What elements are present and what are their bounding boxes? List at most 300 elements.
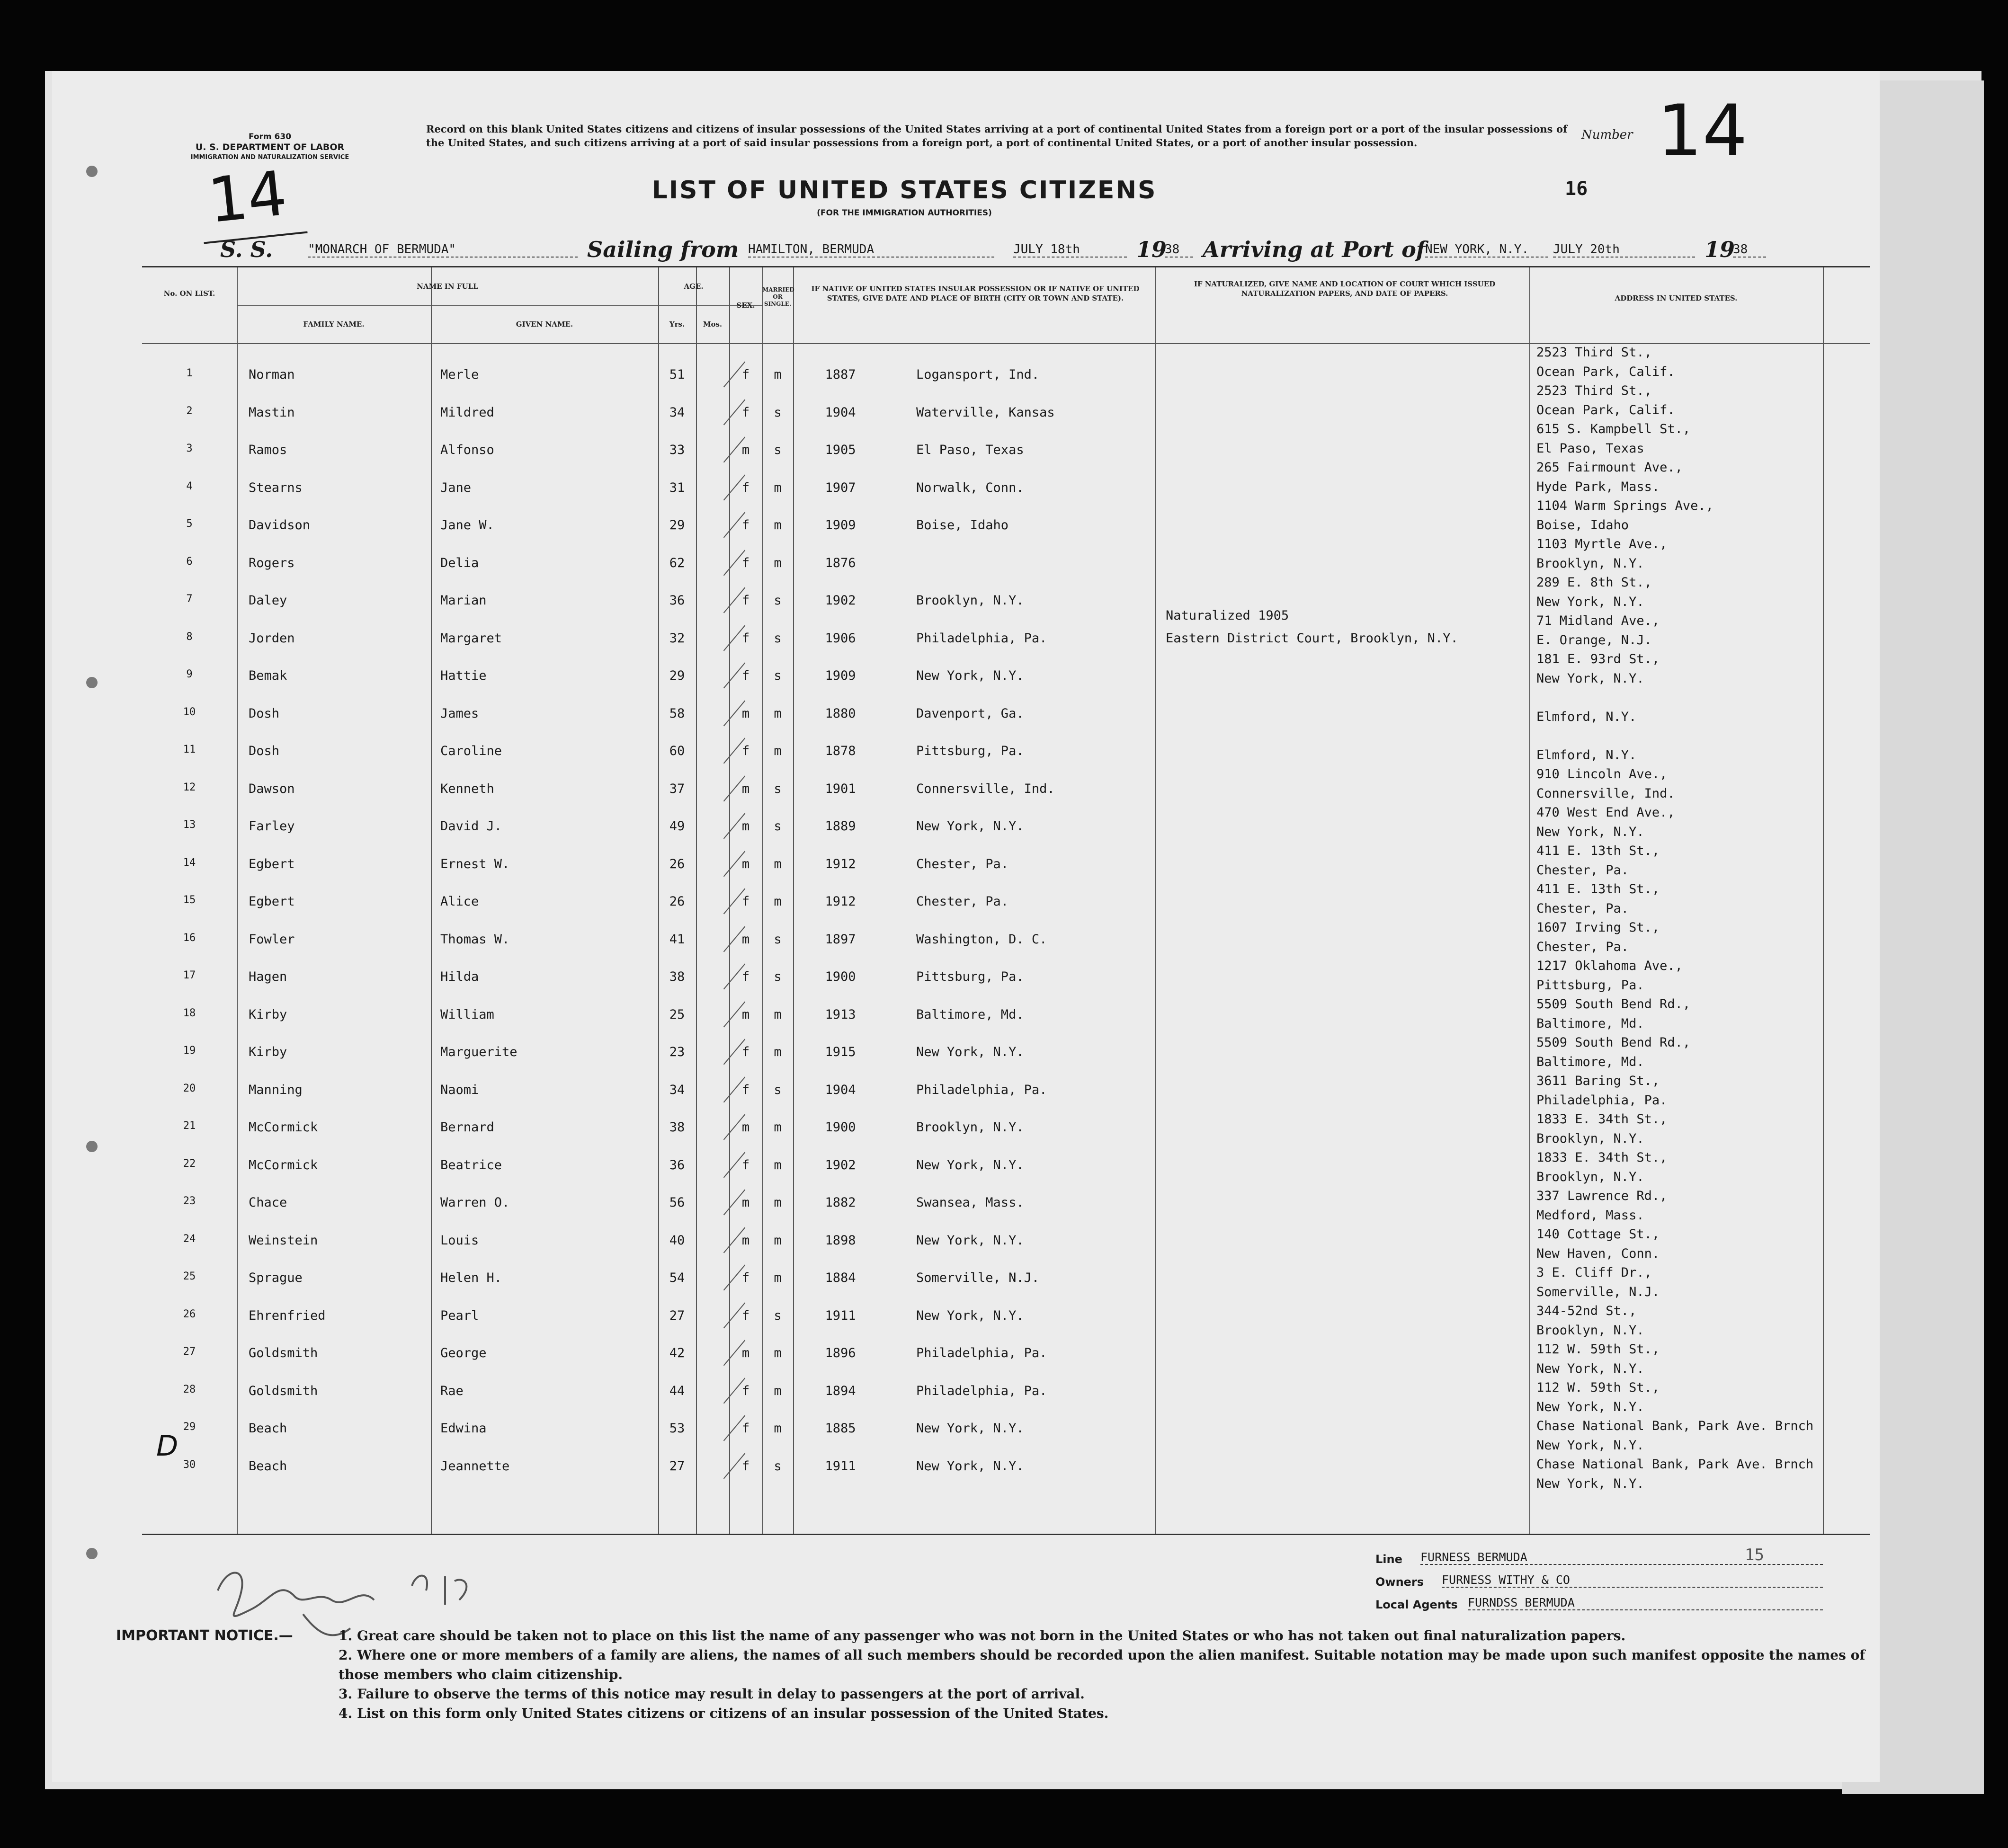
arrival-year-prefix: 19 — [1705, 237, 1735, 262]
cell-given: Kenneth — [440, 781, 494, 796]
cell-sex: f — [741, 1421, 750, 1436]
cell-family: Hagen — [249, 969, 287, 984]
cell-ms: m — [774, 1233, 782, 1248]
margin-mark: D — [156, 1430, 178, 1463]
address-line: 289 E. 8th St., — [1536, 575, 1652, 590]
sailing-year-prefix: 19 — [1136, 237, 1167, 262]
cell-given: Marian — [440, 593, 487, 608]
cell-ms: m — [774, 856, 782, 871]
punch-hole — [86, 1548, 98, 1559]
cell-ms: m — [774, 1157, 782, 1173]
cell-family: Sprague — [249, 1270, 303, 1285]
cell-year: 1907 — [825, 480, 856, 495]
cell-place: Washington, D. C. — [916, 932, 1047, 947]
address-line: 1104 Warm Springs Ave., — [1536, 498, 1713, 513]
cell-sex: m — [741, 781, 750, 796]
col-header-mos: Mos. — [703, 320, 723, 329]
address-line: New York, N.Y. — [1536, 594, 1644, 609]
address-line: 337 Lawrence Rd., — [1536, 1189, 1668, 1203]
cell-sex: f — [741, 1308, 750, 1323]
cell-no: 16 — [183, 932, 196, 944]
cell-yrs: 38 — [669, 969, 685, 984]
cell-sex: f — [741, 405, 750, 420]
cell-family: Farley — [249, 819, 295, 834]
arrival-port: NEW YORK, N.Y. — [1425, 242, 1548, 258]
cell-year: 1900 — [825, 1120, 856, 1135]
cell-given: Louis — [440, 1233, 479, 1248]
cell-year: 1884 — [825, 1270, 856, 1285]
cell-place: Philadelphia, Pa. — [916, 631, 1047, 646]
cell-family: Davidson — [249, 518, 311, 533]
cell-yrs: 54 — [669, 1270, 685, 1285]
cell-place: New York, N.Y. — [916, 819, 1024, 834]
cell-yrs: 42 — [669, 1346, 685, 1360]
cell-family: Jorden — [249, 631, 295, 646]
cell-place: Brooklyn, N.Y. — [916, 1120, 1024, 1135]
cell-year: 1902 — [825, 1157, 856, 1173]
address-line: 2523 Third St., — [1536, 345, 1652, 360]
cell-ms: s — [774, 631, 782, 646]
address-line: El Paso, Texas — [1536, 441, 1644, 456]
cell-no: 9 — [186, 668, 193, 680]
address-line: Brooklyn, N.Y. — [1536, 1131, 1644, 1146]
punch-hole — [86, 166, 98, 177]
address-line: Brooklyn, N.Y. — [1536, 556, 1644, 571]
cell-sex: f — [741, 969, 750, 984]
cell-ms: m — [774, 744, 782, 758]
cell-year: 1901 — [825, 781, 856, 796]
address-line: 140 Cottage St., — [1536, 1227, 1660, 1242]
cell-family: Ramos — [249, 443, 287, 457]
agents-value: FURNDSS BERMUDA — [1468, 1596, 1823, 1610]
address-line: Pittsburg, Pa. — [1536, 977, 1644, 993]
cell-year: 1913 — [825, 1007, 856, 1022]
line-label: Line — [1375, 1553, 1402, 1566]
sailing-port: HAMILTON, BERMUDA — [748, 242, 994, 258]
cell-ms: s — [774, 1082, 782, 1097]
agents-label: Local Agents — [1375, 1598, 1458, 1611]
cell-year: 1905 — [825, 443, 856, 457]
cell-family: Chace — [249, 1195, 287, 1210]
cell-no: 29 — [183, 1421, 196, 1433]
cell-family: Fowler — [249, 932, 295, 947]
address-line: 1607 Irving St., — [1536, 920, 1660, 935]
cell-sex: m — [741, 1120, 750, 1135]
cell-yrs: 26 — [669, 894, 685, 909]
cell-yrs: 36 — [669, 593, 685, 608]
cell-given: Mildred — [440, 405, 494, 420]
cell-no: 20 — [183, 1082, 196, 1094]
page-subtitle: (FOR THE IMMIGRATION AUTHORITIES) — [817, 208, 992, 218]
cell-yrs: 37 — [669, 781, 685, 796]
number-label: Number — [1581, 128, 1633, 142]
cell-sex: f — [741, 1270, 750, 1285]
cell-family: Kirby — [249, 1045, 287, 1059]
cell-family: Weinstein — [249, 1233, 318, 1248]
cell-sex: m — [741, 1007, 750, 1022]
address-line: Brooklyn, N.Y. — [1536, 1323, 1644, 1338]
cell-yrs: 25 — [669, 1007, 685, 1022]
cell-ms: m — [774, 1421, 782, 1436]
cell-ms: m — [774, 1383, 782, 1398]
address-line: Elmford, N.Y. — [1536, 747, 1637, 763]
cell-ms: s — [774, 593, 782, 608]
cell-place: Chester, Pa. — [916, 894, 1009, 909]
cell-year: 1906 — [825, 631, 856, 646]
cell-place: El Paso, Texas — [916, 443, 1024, 457]
cell-sex: m — [741, 443, 750, 457]
cell-year: 1894 — [825, 1383, 856, 1398]
col-header-age: AGE. — [684, 282, 704, 291]
cell-no: 14 — [183, 856, 196, 869]
cell-given: Naomi — [440, 1082, 479, 1097]
address-line: Ocean Park, Calif. — [1536, 402, 1675, 418]
naturalization-line-1: Naturalized 1905 — [1166, 608, 1289, 623]
address-line: New York, N.Y. — [1536, 1476, 1644, 1491]
cell-yrs: 23 — [669, 1045, 685, 1059]
cell-year: 1904 — [825, 405, 856, 420]
form-number: Form 630 — [248, 132, 292, 142]
address-line: 910 Lincoln Ave., — [1536, 767, 1668, 782]
cell-year: 1915 — [825, 1045, 856, 1059]
address-line: Chester, Pa. — [1536, 901, 1629, 916]
cell-year: 1911 — [825, 1458, 856, 1474]
address-line: 1833 E. 34th St., — [1536, 1112, 1668, 1127]
address-line: 411 E. 13th St., — [1536, 882, 1660, 897]
cell-year: 1880 — [825, 706, 856, 721]
cell-year: 1897 — [825, 932, 856, 947]
cell-ms: m — [774, 555, 782, 570]
cell-no: 1 — [186, 367, 193, 379]
address-line: Boise, Idaho — [1536, 517, 1629, 533]
cell-sex: f — [741, 744, 750, 758]
address-line: Brooklyn, N.Y. — [1536, 1169, 1644, 1184]
address-line: Medford, Mass. — [1536, 1208, 1644, 1223]
cell-yrs: 56 — [669, 1195, 685, 1210]
address-line: 265 Fairmount Ave., — [1536, 460, 1683, 475]
cell-sex: m — [741, 1233, 750, 1248]
address-line: 71 Midland Ave., — [1536, 613, 1660, 628]
cell-yrs: 27 — [669, 1458, 685, 1474]
cell-no: 3 — [186, 443, 193, 454]
address-line: 3 E. Cliff Dr., — [1536, 1265, 1652, 1280]
number-value: 14 — [1657, 90, 1748, 172]
cell-ms: s — [774, 969, 782, 984]
cell-family: Goldsmith — [249, 1383, 318, 1398]
cell-no: 21 — [183, 1120, 196, 1132]
cell-yrs: 53 — [669, 1421, 685, 1436]
cell-given: Delia — [440, 555, 479, 570]
cell-place: Waterville, Kansas — [916, 405, 1055, 420]
col-header-family: FAMILY NAME. — [303, 320, 365, 329]
cell-yrs: 62 — [669, 555, 685, 570]
ss-label: S. S. — [220, 237, 273, 262]
cell-no: 10 — [183, 706, 196, 718]
cell-family: Goldsmith — [249, 1346, 318, 1360]
address-line: New York, N.Y. — [1536, 824, 1644, 839]
address-line: 2523 Third St., — [1536, 383, 1652, 398]
address-line: 470 West End Ave., — [1536, 805, 1675, 820]
cell-yrs: 40 — [669, 1233, 685, 1248]
address-line: 411 E. 13th St., — [1536, 844, 1660, 858]
cell-year: 1896 — [825, 1346, 856, 1360]
cell-yrs: 60 — [669, 744, 685, 758]
cell-sex: m — [741, 856, 750, 871]
address-line: New Haven, Conn. — [1536, 1246, 1660, 1261]
cell-family: Dosh — [249, 744, 280, 758]
cell-yrs: 33 — [669, 443, 685, 457]
cell-family: Egbert — [249, 856, 295, 871]
cell-yrs: 29 — [669, 518, 685, 533]
cell-given: Hattie — [440, 668, 487, 683]
cell-ms: m — [774, 1045, 782, 1059]
arrival-year: 38 — [1733, 242, 1766, 258]
address-line: E. Orange, N.J. — [1536, 632, 1652, 648]
cell-place: Norwalk, Conn. — [916, 480, 1024, 495]
cell-place: New York, N.Y. — [916, 1421, 1024, 1436]
sailing-year: 38 — [1165, 242, 1193, 258]
address-line: 112 W. 59th St., — [1536, 1380, 1660, 1395]
cell-family: Dawson — [249, 781, 295, 796]
cell-no: 30 — [183, 1458, 196, 1471]
address-line: Philadelphia, Pa. — [1536, 1093, 1668, 1108]
cell-given: Alice — [440, 894, 479, 909]
cell-yrs: 34 — [669, 1082, 685, 1097]
cell-year: 1902 — [825, 593, 856, 608]
notice-item: 2. Where one or more members of a family are aliens, the names of all such members should be recorded upon the alien manifest. Suitable notation may be made upon such manifest opposite the names of those members who claim citizenship. — [339, 1647, 1865, 1682]
cell-family: Stearns — [249, 480, 303, 495]
cell-place: Connersville, Ind. — [916, 781, 1055, 796]
handwritten-page-number: 14 — [205, 157, 290, 237]
cell-ms: m — [774, 1120, 782, 1135]
cell-ms: s — [774, 405, 782, 420]
cell-family: Dosh — [249, 706, 280, 721]
naturalization-line-2: Eastern District Court, Brooklyn, N.Y. — [1166, 631, 1458, 646]
cell-yrs: 44 — [669, 1383, 685, 1398]
cell-ms: m — [774, 1270, 782, 1285]
col-header-married: MARRIED OR SINGLE. — [762, 286, 794, 307]
cell-place: Pittsburg, Pa. — [916, 969, 1024, 984]
address-line: Baltimore, Md. — [1536, 1054, 1644, 1069]
cell-family: Daley — [249, 593, 287, 608]
cell-given: Pearl — [440, 1308, 479, 1323]
cell-year: 1885 — [825, 1421, 856, 1436]
cell-year: 1912 — [825, 856, 856, 871]
cell-family: Manning — [249, 1082, 303, 1097]
cell-place: New York, N.Y. — [916, 1233, 1024, 1248]
cell-place: Somerville, N.J. — [916, 1270, 1040, 1285]
cell-no: 23 — [183, 1195, 196, 1207]
address-line: Chase National Bank, Park Ave. Brnch — [1536, 1457, 1814, 1472]
cell-family: Egbert — [249, 894, 295, 909]
cell-ms: s — [774, 1458, 782, 1474]
owners-value: FURNESS WITHY & CO — [1442, 1573, 1823, 1588]
address-line: 5509 South Bend Rd., — [1536, 1035, 1691, 1050]
cell-no: 13 — [183, 819, 196, 831]
cell-no: 2 — [186, 405, 193, 417]
header-divider — [237, 305, 762, 306]
cell-no: 25 — [183, 1270, 196, 1282]
cell-yrs: 26 — [669, 856, 685, 871]
cell-given: Bernard — [440, 1120, 494, 1135]
address-line: Chester, Pa. — [1536, 862, 1629, 878]
cell-yrs: 38 — [669, 1120, 685, 1135]
cell-year: 1898 — [825, 1233, 856, 1248]
col-header-birth: IF NATIVE OF UNITED STATES INSULAR POSSESSION OR IF NATIVE OF UNITED STATES, GIVE DATE AND PLACE OF BIRTH (CITY OR TOWN AND STATE). — [811, 284, 1140, 302]
cell-sex: f — [741, 1045, 750, 1059]
cell-family: Beach — [249, 1458, 287, 1474]
cell-given: Ernest W. — [440, 856, 510, 871]
cell-sex: f — [741, 555, 750, 570]
notice-item: 3. Failure to observe the terms of this notice may result in delay to passengers at the port of arrival. — [339, 1686, 1085, 1702]
cell-ms: m — [774, 367, 782, 382]
owners-label: Owners — [1375, 1575, 1424, 1589]
cell-family: Norman — [249, 367, 295, 382]
cell-sex: f — [741, 894, 750, 909]
cell-given: Merle — [440, 367, 479, 382]
address-line: Somerville, N.J. — [1536, 1284, 1660, 1299]
cell-yrs: 41 — [669, 932, 685, 947]
cell-ms: m — [774, 518, 782, 533]
cell-family: McCormick — [249, 1120, 318, 1135]
cell-sex: m — [741, 706, 750, 721]
cell-yrs: 49 — [669, 819, 685, 834]
cell-family: Rogers — [249, 555, 295, 570]
cell-year: 1912 — [825, 894, 856, 909]
cell-year: 1878 — [825, 744, 856, 758]
cell-ms: s — [774, 819, 782, 834]
cell-given: Beatrice — [440, 1157, 502, 1173]
cell-place: Philadelphia, Pa. — [916, 1082, 1047, 1097]
cell-ms: s — [774, 443, 782, 457]
address-line: 1103 Myrtle Ave., — [1536, 537, 1668, 551]
col-header-given: GIVEN NAME. — [516, 320, 573, 329]
cell-given: Jane W. — [440, 518, 494, 533]
service-name: IMMIGRATION AND NATURALIZATION SERVICE — [190, 154, 349, 161]
cell-ms: m — [774, 706, 782, 721]
cell-sex: f — [741, 1157, 750, 1173]
address-line: New York, N.Y. — [1536, 1399, 1644, 1414]
address-line: Hyde Park, Mass. — [1536, 479, 1660, 494]
cell-place: New York, N.Y. — [916, 1045, 1024, 1059]
cell-ms: m — [774, 894, 782, 909]
cell-no: 27 — [183, 1346, 196, 1358]
page-title: LIST OF UNITED STATES CITIZENS — [651, 176, 1157, 204]
cell-ms: s — [774, 932, 782, 947]
col-header-no: No. ON LIST. — [163, 289, 215, 298]
address-line: 3611 Baring St., — [1536, 1074, 1660, 1088]
cell-yrs: 34 — [669, 405, 685, 420]
cell-ms: m — [774, 1007, 782, 1022]
cell-place: Swansea, Mass. — [916, 1195, 1024, 1210]
cell-no: 19 — [183, 1045, 196, 1057]
cell-family: Bemak — [249, 668, 287, 683]
cell-sex: f — [741, 593, 750, 608]
cell-ms: s — [774, 1308, 782, 1323]
cell-year: 1911 — [825, 1308, 856, 1323]
cell-given: Alfonso — [440, 443, 494, 457]
sailing-date: JULY 18th — [1013, 242, 1127, 258]
cell-year: 1909 — [825, 518, 856, 533]
cell-ms: m — [774, 1195, 782, 1210]
punch-hole — [86, 677, 98, 688]
page-sequence: 16 — [1565, 178, 1588, 200]
address-line: 615 S. Kampbell St., — [1536, 422, 1691, 436]
cell-given: George — [440, 1346, 487, 1360]
cell-sex: m — [741, 1346, 750, 1360]
cell-given: Thomas W. — [440, 932, 510, 947]
cell-place: Pittsburg, Pa. — [916, 744, 1024, 758]
important-notice — [116, 1626, 1873, 1723]
cell-no: 18 — [183, 1007, 196, 1019]
address-line: New York, N.Y. — [1536, 1361, 1644, 1376]
line-value: FURNESS BERMUDA — [1420, 1550, 1823, 1565]
cell-sex: m — [741, 1195, 750, 1210]
address-line: 344-52nd St., — [1536, 1304, 1637, 1318]
cell-given: William — [440, 1007, 494, 1022]
cell-place: Brooklyn, N.Y. — [916, 593, 1024, 608]
cell-sex: f — [741, 1082, 750, 1097]
cell-no: 22 — [183, 1157, 196, 1170]
cell-given: Marguerite — [440, 1045, 518, 1059]
cell-no: 26 — [183, 1308, 196, 1320]
page-total: 15 — [1745, 1546, 1764, 1564]
cell-sex: m — [741, 932, 750, 947]
cell-no: 6 — [186, 555, 193, 568]
ship-name: "MONARCH OF BERMUDA" — [308, 242, 578, 258]
cell-no: 8 — [186, 631, 193, 643]
cell-place: New York, N.Y. — [916, 668, 1024, 683]
record-instructions: Record on this blank United States citizens and citizens of insular possessions of the United States arriving at a port of continental United States from a foreign port or a port of the insular possessions of the United States, and such citizens arriving at a port of said insular possessions from a foreign port, a port of continental United States, or a port of another insular possession. — [426, 123, 1567, 149]
cell-given: Warren O. — [440, 1195, 510, 1210]
cell-year: 1904 — [825, 1082, 856, 1097]
cell-given: Helen H. — [440, 1270, 502, 1285]
cell-no: 4 — [186, 480, 193, 492]
cell-year: 1876 — [825, 555, 856, 570]
address-line: Ocean Park, Calif. — [1536, 364, 1675, 379]
cell-given: Margaret — [440, 631, 502, 646]
cell-sex: f — [741, 480, 750, 495]
notice-item: 4. List on this form only United States citizens or citizens of an insular possession of the United States. — [339, 1706, 1109, 1721]
col-header-sex: SEX. — [736, 301, 755, 310]
cell-given: Edwina — [440, 1421, 487, 1436]
cell-place: New York, N.Y. — [916, 1458, 1024, 1474]
address-line: 5509 South Bend Rd., — [1536, 997, 1691, 1012]
cell-family: Beach — [249, 1421, 287, 1436]
col-header-name: NAME IN FULL — [417, 282, 478, 291]
cell-sex: f — [741, 518, 750, 533]
cell-place: Baltimore, Md. — [916, 1007, 1024, 1022]
cell-given: Rae — [440, 1383, 464, 1398]
cell-place: Logansport, Ind. — [916, 367, 1040, 382]
cell-yrs: 32 — [669, 631, 685, 646]
cell-yrs: 58 — [669, 706, 685, 721]
arriving-label: Arriving at Port of — [1203, 237, 1426, 262]
col-header-address: ADDRESS IN UNITED STATES. — [1615, 294, 1738, 302]
cell-no: 5 — [186, 518, 193, 530]
address-line: 1217 Oklahoma Ave., — [1536, 959, 1683, 973]
cell-place: Davenport, Ga. — [916, 706, 1024, 721]
cell-year: 1900 — [825, 969, 856, 984]
cell-place: New York, N.Y. — [916, 1157, 1024, 1173]
cell-ms: s — [774, 781, 782, 796]
cell-no: 15 — [183, 894, 196, 906]
cell-given: Jane — [440, 480, 472, 495]
cell-ms: s — [774, 668, 782, 683]
cell-place: Philadelphia, Pa. — [916, 1383, 1047, 1398]
cell-year: 1882 — [825, 1195, 856, 1210]
col-header-yrs: Yrs. — [669, 320, 685, 329]
